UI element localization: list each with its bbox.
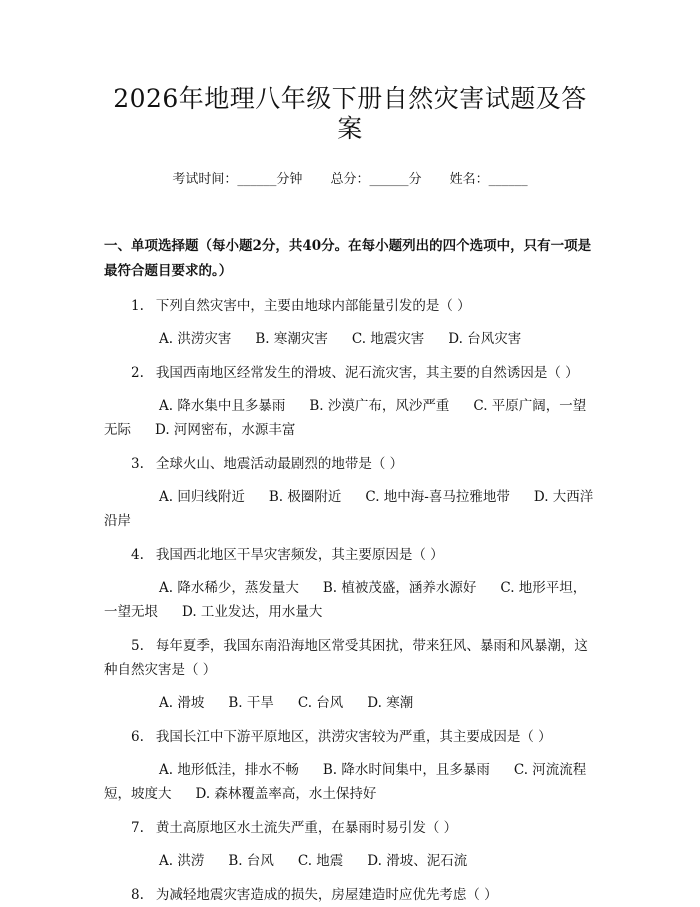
option-text: B. 降水时间集中，且多暴雨 bbox=[322, 762, 490, 778]
question-stem bbox=[104, 725, 596, 749]
question-number: 5. bbox=[131, 638, 144, 654]
question-text: 为减轻地震灾害造成的损失，房屋建造时应优先考虑（ ） bbox=[155, 887, 498, 903]
question-stem bbox=[104, 361, 596, 385]
question-number: 4. bbox=[131, 547, 144, 563]
option-text: A. 洪涝灾害 bbox=[159, 331, 232, 347]
question-item bbox=[104, 543, 596, 624]
question-item bbox=[104, 725, 596, 806]
option-text: C. 地形平坦，一望无垠 bbox=[104, 580, 587, 620]
question-stem bbox=[104, 816, 596, 840]
option-text: B. 台风 bbox=[228, 853, 274, 869]
question-number: 3. bbox=[131, 456, 144, 472]
option-text: B. 干旱 bbox=[228, 695, 274, 711]
question-item bbox=[104, 452, 596, 533]
page-title: 2026年地理八年级下册自然灾害试题及答案 bbox=[113, 84, 587, 143]
question-stem bbox=[104, 294, 596, 318]
question-item bbox=[104, 294, 596, 351]
option-text: D. 河网密布，水源丰富 bbox=[155, 422, 296, 438]
option-list bbox=[104, 849, 596, 873]
option-text: C. 台风 bbox=[297, 695, 344, 711]
section-heading: 一、单项选择题（每小题2分，共40分。在每小题列出的四个选项中，只有一项是最符合题目要求的。） bbox=[104, 238, 592, 279]
option-text: D. 滑坡、泥石流 bbox=[367, 853, 468, 869]
question-stem bbox=[104, 883, 596, 907]
option-text: A. 降水集中且多暴雨 bbox=[159, 398, 286, 414]
option-text: D. 大西洋沿岸 bbox=[104, 489, 594, 529]
question-item bbox=[104, 883, 596, 907]
exam-time-field: 考试时间：______分钟 bbox=[172, 172, 303, 187]
question-text: 黄土高原地区水土流失严重，在暴雨时易引发（ ） bbox=[155, 820, 458, 836]
option-text: B. 寒潮灾害 bbox=[255, 331, 328, 347]
option-list bbox=[104, 576, 596, 624]
option-text: D. 台风灾害 bbox=[448, 331, 522, 347]
option-list bbox=[104, 758, 596, 806]
question-text: 我国西北地区干旱灾害频发，其主要原因是（ ） bbox=[155, 547, 444, 563]
option-list bbox=[104, 394, 596, 442]
option-text: B. 沙漠广布，风沙严重 bbox=[309, 398, 450, 414]
question-item bbox=[104, 816, 596, 873]
question-number: 8. bbox=[131, 887, 144, 903]
question-list bbox=[104, 294, 596, 907]
question-stem bbox=[104, 452, 596, 476]
option-text: C. 地震灾害 bbox=[351, 331, 425, 347]
question-number: 1. bbox=[131, 298, 144, 314]
question-text: 我国西南地区经常发生的滑坡、泥石流灾害，其主要的自然诱因是（ ） bbox=[155, 365, 579, 381]
question-text: 全球火山、地震活动最剧烈的地带是（ ） bbox=[155, 456, 404, 472]
option-text: D. 寒潮 bbox=[367, 695, 414, 711]
option-list bbox=[104, 327, 596, 351]
total-score-field: 总分：______分 bbox=[330, 172, 422, 187]
option-text: A. 回归线附近 bbox=[159, 489, 245, 505]
option-list bbox=[104, 691, 596, 715]
student-name-field: 姓名：______ bbox=[449, 172, 528, 187]
option-text: C. 地中海-喜马拉雅地带 bbox=[365, 489, 510, 505]
option-text: D. 森林覆盖率高，水土保持好 bbox=[195, 786, 377, 802]
question-stem bbox=[104, 543, 596, 567]
exam-info-line bbox=[104, 170, 596, 190]
question-number: 6. bbox=[131, 729, 144, 745]
option-text: A. 滑坡 bbox=[159, 695, 205, 711]
question-number: 7. bbox=[131, 820, 144, 836]
option-text: A. 洪涝 bbox=[159, 853, 205, 869]
option-text: A. 地形低洼，排水不畅 bbox=[159, 762, 299, 778]
question-text: 我国长江中下游平原地区，洪涝灾害较为严重，其主要成因是（ ） bbox=[155, 729, 552, 745]
option-text: C. 地震 bbox=[297, 853, 344, 869]
question-number: 2. bbox=[131, 365, 144, 381]
option-text: D. 工业发达，用水量大 bbox=[182, 604, 323, 620]
question-item bbox=[104, 361, 596, 442]
option-text: B. 植被茂盛，涵养水源好 bbox=[322, 580, 477, 596]
question-text: 每年夏季，我国东南沿海地区常受其困扰，带来狂风、暴雨和风暴潮，这种自然灾害是（ ） bbox=[104, 638, 588, 678]
question-stem bbox=[104, 634, 596, 682]
option-list bbox=[104, 485, 596, 533]
option-text: C. 平原广阔，一望无际 bbox=[104, 398, 587, 438]
option-text: A. 降水稀少，蒸发量大 bbox=[159, 580, 299, 596]
option-text: C. 河流流程短，坡度大 bbox=[104, 762, 587, 802]
question-text: 下列自然灾害中，主要由地球内部能量引发的是（ ） bbox=[155, 298, 471, 314]
option-text: B. 极圈附近 bbox=[268, 489, 342, 505]
question-item bbox=[104, 634, 596, 715]
